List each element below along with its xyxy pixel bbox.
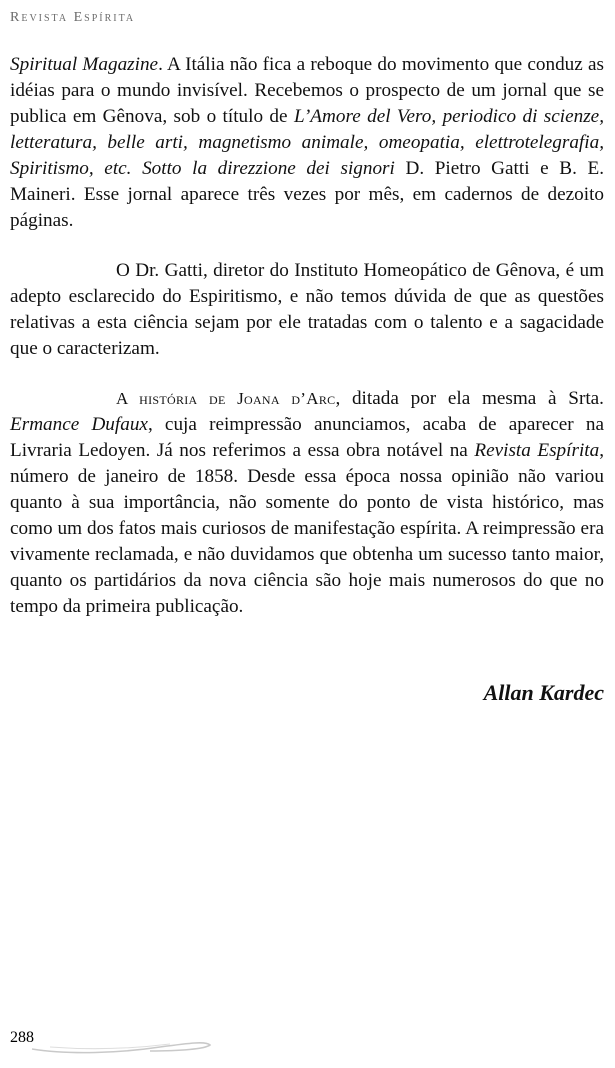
paragraph-text: , número de janeiro de 1858. Desde essa época nossa opinião não variou quanto à sua importância, não somente do ponto de vista histórico, mas como um dos fatos mais curiosos de manifestação espírita. A reimpressão era vivamente reclamada, e não duvidamos que obtenha um sucesso tanto maior, quanto os partidários da nova ciência são hoje mais numerosos do que no tempo da primeira publicação. <box>10 440 604 617</box>
magazine-title: Spiritual Magazine <box>10 54 159 75</box>
journal-title: L’Amore del Vero, periodico di scienze, letteratura, belle arti, magnetismo animale, omeopatia, elettrotelegrafia, Spiritismo, etc. Sotto la direzzione dei signori <box>10 106 604 179</box>
paragraph-joana-darc <box>10 386 604 620</box>
author-name: Ermance Dufaux <box>10 414 148 435</box>
revista-reference: Revista Espírita <box>474 440 600 461</box>
paragraph-dr-gatti: O Dr. Gatti, diretor do Instituto Homeopático de Gênova, é um adepto esclarecido do Espiritismo, e não temos dúvida de que as questões relativas a esta ciência sejam por ele tratadas com o talento e a sagacidade que o caracterizam. <box>10 260 604 359</box>
paragraph-text: , ditada por ela mesma à Srta. <box>335 388 604 409</box>
paragraph-text: , cuja reimpressão anunciamos, acaba de aparecer na Livraria Ledoyen. Já nos referimos a essa obra notável na <box>10 414 604 461</box>
paragraph-text: . A Itália não fica a reboque do movimento que conduz as idéias para o mundo invisível. Recebemos o prospecto de um jornal que se publica em Gênova, sob o título de <box>10 54 605 127</box>
page-footer <box>0 1025 615 1065</box>
article-body <box>10 52 604 620</box>
decorative-swoosh <box>30 1027 215 1057</box>
paragraph-text: D. Pietro Gatti e B. E. Maineri. Esse jornal aparece três vezes por mês, em cadernos de dezoito páginas. <box>10 158 604 231</box>
signature: Allan Kardec <box>483 680 604 705</box>
running-header: Revista Espírita <box>10 10 136 25</box>
book-title-smallcaps: A história de Joana d’Arc <box>116 389 336 408</box>
paragraph-spiritual-magazine <box>10 52 604 234</box>
page-number: 288 <box>10 1029 34 1046</box>
